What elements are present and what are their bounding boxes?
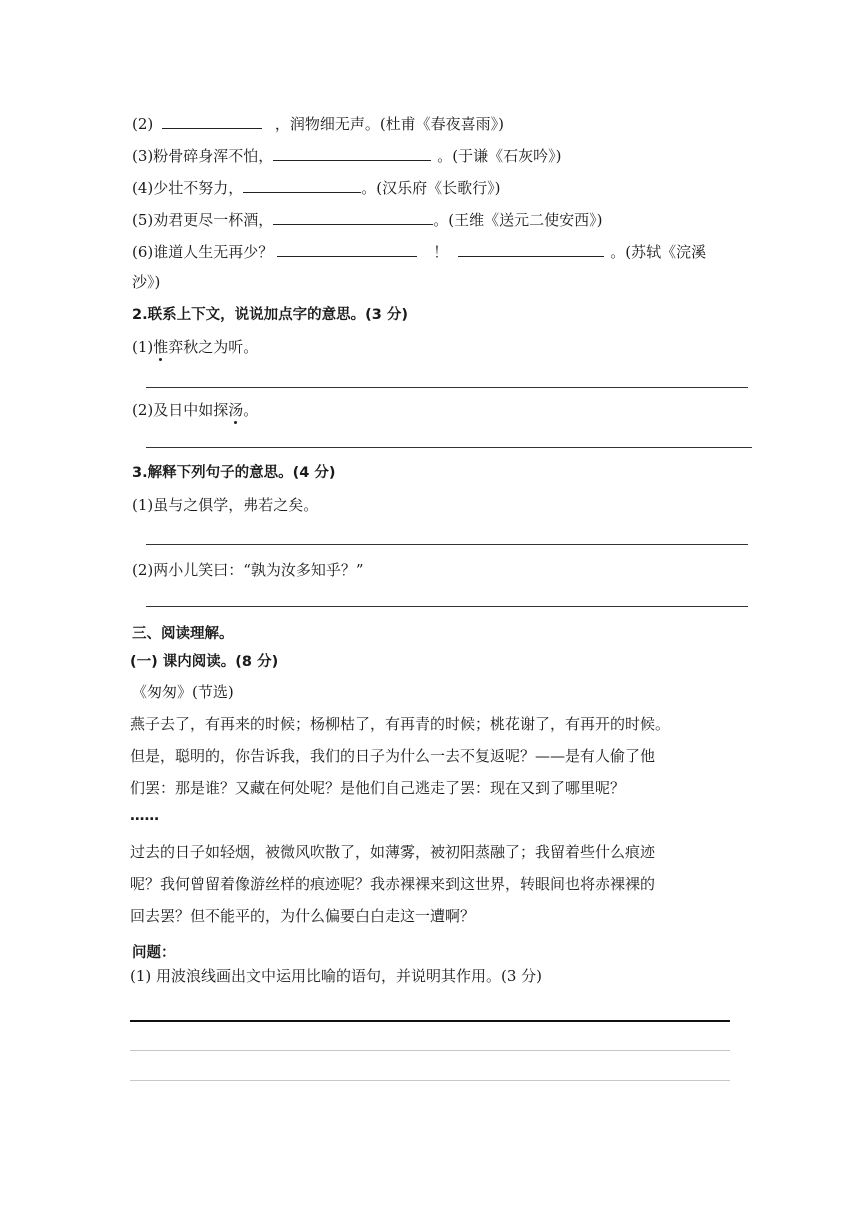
question-1: (1) 用波浪线画出文中运用比喻的语句，并说明其作用。(3 分) [130, 967, 543, 985]
poem-item-4-prefix: (4)少壮不努力， [132, 179, 244, 197]
questions-label: 问题： [132, 945, 176, 961]
passage-line: 过去的日子如轻烟，被微风吹散了，如薄雾，被初阳蒸融了；我留着些什么痕迹 [130, 843, 656, 861]
answer-blank[interactable] [458, 242, 604, 257]
reading-subheading: (一) 课内阅读。(8 分) [130, 654, 279, 670]
reading-heading: 三、阅读理解。 [132, 626, 234, 642]
answer-line[interactable] [130, 1080, 730, 1081]
section-3-item-2: (2)两小儿笑曰：“孰为汝多知乎？” [132, 561, 364, 579]
dotted-character: 汤 [228, 401, 244, 419]
poem-item-3-prefix: (3)粉骨碎身浑不怕， [132, 147, 274, 165]
item-prefix: (1) [132, 338, 154, 356]
answer-line[interactable] [146, 606, 748, 607]
passage-source: 《匆匆》(节选) [132, 683, 234, 701]
answer-blank[interactable] [273, 146, 431, 161]
passage-ellipsis: …… [130, 808, 159, 824]
answer-blank[interactable] [162, 114, 262, 129]
item-text: 弈秋之为听。 [168, 338, 259, 356]
poem-item-6-mid: ！ [433, 243, 449, 261]
section-3-heading: 3.解释下列句子的意思。(4 分) [132, 465, 336, 481]
poem-item-2-suffix: ，润物细无声。(杜甫《春夜喜雨》) [274, 115, 505, 133]
poem-item-5 [132, 210, 602, 230]
passage-line: 呢？我何曾留着像游丝样的痕迹呢？我赤裸裸来到这世界，转眼间也将赤裸裸的 [130, 875, 656, 893]
poem-item-5-suffix: 。(王维《送元二使安西》) [433, 211, 603, 229]
answer-blank[interactable] [273, 210, 433, 225]
answer-blank[interactable] [243, 178, 361, 193]
poem-item-2-prefix: (2) [132, 115, 154, 133]
answer-line-bold[interactable] [130, 1020, 730, 1022]
poem-item-2 [132, 114, 504, 134]
section-2-item-2 [132, 400, 258, 420]
item-text: (2)及日中如探 [132, 401, 229, 419]
poem-item-6-suffix: 。(苏轼《浣溪 [610, 243, 707, 261]
answer-line[interactable] [130, 1050, 730, 1051]
answer-line[interactable] [146, 447, 752, 448]
answer-line[interactable] [146, 544, 748, 545]
poem-item-6-wrap: 沙》) [132, 273, 161, 291]
poem-item-4 [132, 178, 500, 198]
passage-line: 燕子去了，有再来的时候；杨柳枯了，有再青的时候；桃花谢了，有再开的时候。 [130, 715, 671, 733]
passage-line: 们罢：那是谁？又藏在何处呢？是他们自己逃走了罢：现在又到了哪里呢？ [130, 779, 626, 797]
poem-item-6 [132, 242, 706, 262]
passage-line: 但是，聪明的，你告诉我，我们的日子为什么一去不复返呢？——是有人偷了他 [130, 747, 656, 765]
poem-item-5-prefix: (5)劝君更尽一杯酒， [132, 211, 274, 229]
poem-item-3 [132, 146, 561, 166]
passage-line: 回去罢？但不能平的，为什么偏要白白走这一遭啊？ [130, 907, 476, 925]
poem-item-4-suffix: 。(汉乐府《长歌行》) [361, 179, 501, 197]
item-text-end: 。 [243, 401, 259, 419]
section-2-heading: 2.联系上下文，说说加点字的意思。(3 分) [132, 307, 408, 323]
answer-blank[interactable] [277, 242, 417, 257]
poem-item-6-prefix: (6)谁道人生无再少？ [132, 243, 274, 261]
section-2-item-1 [132, 337, 258, 357]
section-3-item-1: (1)虽与之俱学，弗若之矣。 [132, 496, 319, 514]
dotted-character: 惟 [153, 338, 169, 356]
poem-item-3-suffix: 。(于谦《石灰吟》) [437, 147, 562, 165]
answer-line[interactable] [146, 387, 748, 388]
